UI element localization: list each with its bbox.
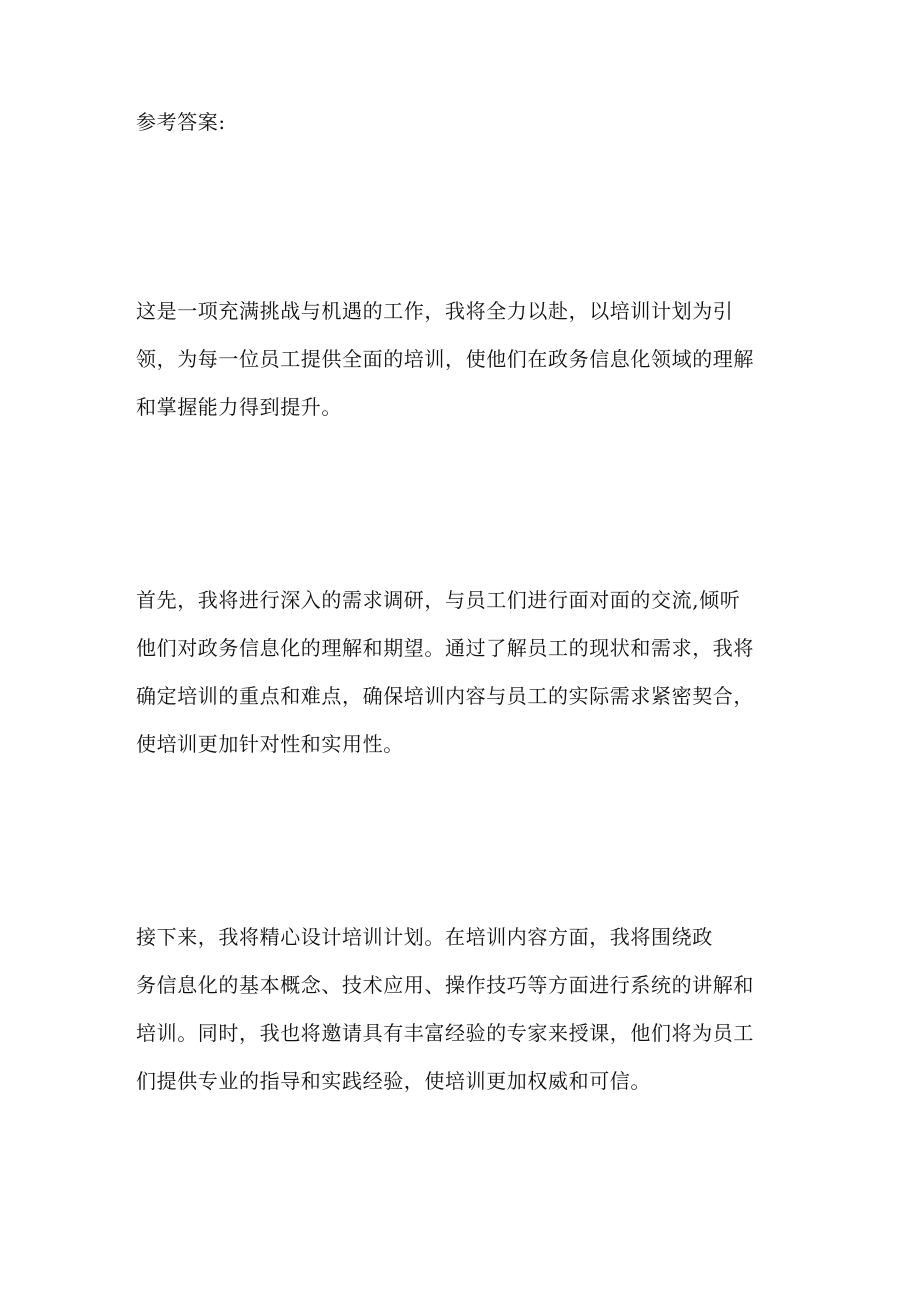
paragraph-line: 他们对政务信息化的理解和期望。通过了解员工的现状和需求，我将 [136,636,754,660]
paragraph-line: 这是一项充满挑战与机遇的工作，我将全力以赴，以培训计划为引 [136,299,734,323]
paragraph-line: 培训。同时，我也将邀请具有丰富经验的专家来授课，他们将为员工 [136,1021,754,1045]
paragraph-line: 务信息化的基本概念、技术应用、操作技巧等方面进行系统的讲解和 [136,973,754,997]
page-heading: 参考答案: [136,110,226,134]
paragraph-line: 接下来，我将精心设计培训计划。在培训内容方面，我将围绕政 [136,925,713,949]
paragraph-line: 领，为每一位员工提供全面的培训，使他们在政务信息化领域的理解 [136,347,754,371]
paragraph-line: 确定培训的重点和难点，确保培训内容与员工的实际需求紧密契合， [136,684,754,708]
paragraph-line: 们提供专业的指导和实践经验，使培训更加权威和可信。 [136,1069,651,1093]
paragraph-line: 和掌握能力得到提升。 [136,395,342,419]
paragraph-line: 使培训更加针对性和实用性。 [136,732,404,756]
paragraph-line: 首先，我将进行深入的需求调研，与员工们进行面对面的交流,倾听 [136,588,741,612]
